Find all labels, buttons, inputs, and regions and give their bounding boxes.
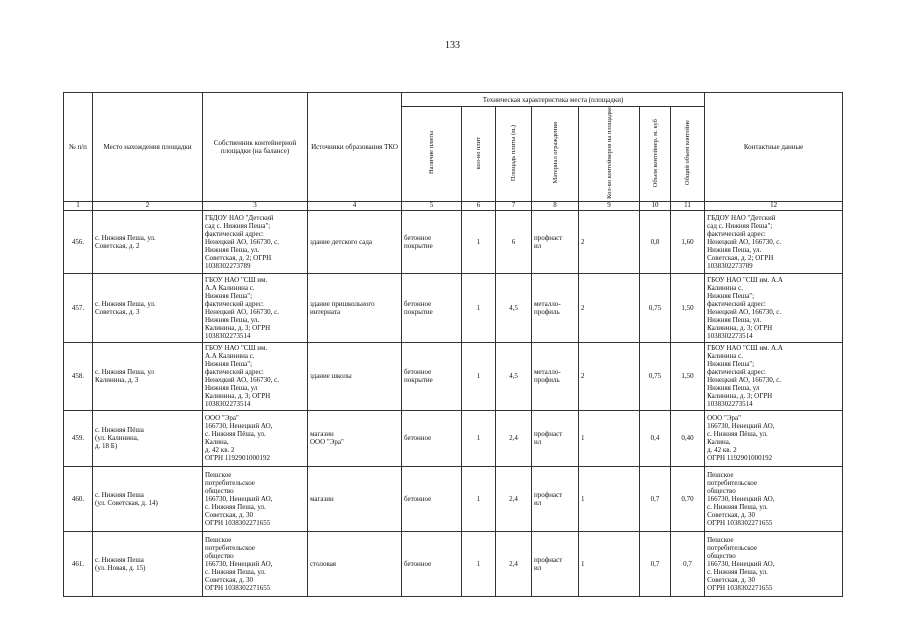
table-row [64,531,843,596]
row-base: бетонное покрытие [402,273,462,342]
col-number: 11 [671,201,705,210]
row-fence: профнаст ил [532,410,579,466]
row-cont-qty: 2 [579,342,640,410]
header-cont-vol-cell [640,107,671,202]
row-cont-qty: 2 [579,210,640,273]
row-cont-vol: 0,7 [640,531,671,596]
header-cont-vol: Объем контейнер. м. куб [651,118,659,188]
col-number: 8 [532,201,579,210]
row-fence: металло- профиль [532,342,579,410]
row-cont-qty: 1 [579,531,640,596]
row-num: 456. [64,210,93,273]
col-number: 5 [402,201,462,210]
col-number: 4 [308,201,402,210]
row-fence: профнаст ил [532,531,579,596]
row-place: с. Нижняя Пеша (ул. Новая, д. 15) [93,531,203,596]
register-table [63,92,843,597]
row-base: бетонное покрытие [402,342,462,410]
header-cont-qty-cell [579,107,640,202]
row-plates: 1 [462,210,496,273]
header-source: Источники образования ТКО [308,93,402,202]
col-number: 2 [93,201,203,210]
row-contact: ГБДОУ НАО "Детский сад с. Нижняя Пеша"; фактический адрес: Ненецкий АО, 166730, с. Нижняя Пеша, ул. Советская, д. 2; ОГРН 1038302273789 [705,210,843,273]
row-place: с. Нижняя Пеша, ул. Советская, д. 2 [93,210,203,273]
row-area: 2,4 [496,531,532,596]
row-num: 461. [64,531,93,596]
header-plates-cell [462,107,496,202]
row-plates: 1 [462,342,496,410]
row-contact: ООО "Эра" 166730, Ненецкий АО, с. Нижняя Пёша, ул. Калина, д. 42 кв. 2 ОГРН 1192901000192 [705,410,843,466]
row-owner: ООО "Эра" 166730, Ненецкий АО, с. Нижняя Пёша, ул. Калина, д. 42 кв. 2 ОГРН 1192901000192 [203,410,308,466]
row-plates: 1 [462,273,496,342]
row-cont-vol: 0,4 [640,410,671,466]
row-area: 4,5 [496,273,532,342]
col-number: 1 [64,201,93,210]
table-row [64,466,843,531]
row-area: 4,5 [496,342,532,410]
row-total-vol: 0,40 [671,410,705,466]
header-place: Место нахождения площадки [93,93,203,202]
row-owner: ГБОУ НАО "СШ им. А.А Калинина с. Нижняя Пеша"; фактический адрес: Ненецкий АО, 166730, с. Нижняя Пеша, ул Калинина, д. 3; ОГРН 1038302273514 [203,342,308,410]
header-fence-cell [532,107,579,202]
row-total-vol: 1,50 [671,342,705,410]
row-place: с. Нижняя Пеша, ул. Советская, д. 3 [93,273,203,342]
header-plates: кол-во плит [475,136,482,170]
row-area: 6 [496,210,532,273]
row-area: 2,4 [496,466,532,531]
table-row [64,273,843,342]
row-source: магазин ООО "Эра" [308,410,402,466]
row-area: 2,4 [496,410,532,466]
row-place: с. Нижняя Пеша (ул. Советская, д. 14) [93,466,203,531]
table-row [64,342,843,410]
col-number: 6 [462,201,496,210]
header-area: Площадь плиты (м.) [510,124,517,181]
row-plates: 1 [462,466,496,531]
col-number: 3 [203,201,308,210]
row-num: 458. [64,342,93,410]
row-plates: 1 [462,410,496,466]
row-base: бетонное [402,466,462,531]
row-owner: ГБДОУ НАО "Детский сад с. Нижняя Пеша"; фактический адрес: Ненецкий АО, 166730, с. Нижняя Пеша, ул. Советская, д. 2; ОГРН 1038302273789 [203,210,308,273]
header-tech: Техническая характеристика места (площадки) [402,93,705,107]
row-place: с. Нижняя Пёша (ул. Калинина, д. 18 Б) [93,410,203,466]
row-owner: Пешское потребительское общество 166730, Ненецкий АО, с. Нижняя Пеша, ул. Советская, д. 30 ОГРН 1038302271655 [203,466,308,531]
page-number: 133 [445,40,460,51]
row-contact: ГБОУ НАО "СШ им. А.А Калинина с. Нижняя Пеша"; фактический адрес: Ненецкий АО, 166730, с. Нижняя Пеша, ул Калинина, д. 3; ОГРН 1038302273514 [705,342,843,410]
header-contact: Контактные данные [705,93,843,202]
header-total-vol: Общий объем контейне [684,120,692,186]
col-number: 10 [640,201,671,210]
table-body [64,210,843,596]
col-number: 7 [496,201,532,210]
header-base: Наличие плиты [428,131,435,175]
row-source: здание пришкольного интерната [308,273,402,342]
row-source: здание детского сада [308,210,402,273]
row-num: 457. [64,273,93,342]
row-total-vol: 1,50 [671,273,705,342]
row-total-vol: 0,7 [671,531,705,596]
row-base: бетонное [402,531,462,596]
row-total-vol: 1,60 [671,210,705,273]
column-number-row [64,201,843,210]
row-cont-qty: 1 [579,410,640,466]
header-fence: Материал ограждения [551,122,559,184]
header-base-cell [402,107,462,202]
header-total-vol-cell [671,107,705,202]
row-fence: профнаст ил [532,466,579,531]
row-contact: Пешское потребительское общество 166730, Ненецкий АО, с. Нижняя Пеша, ул. Советская, д. 30 ОГРН 1038302271655 [705,466,843,531]
table-row [64,410,843,466]
header-num: № п/п [64,93,93,202]
row-owner: Пешское потребительское общество 166730, Ненецкий АО, с. Нижняя Пеша, ул. Советская, д. 30 ОГРН 1038302271655 [203,531,308,596]
row-num: 459. [64,410,93,466]
col-number: 12 [705,201,843,210]
row-source: здание школы [308,342,402,410]
row-total-vol: 0,70 [671,466,705,531]
header-area-cell [496,107,532,202]
row-place: с. Нижняя Пеша, ул Калинина, д. 3 [93,342,203,410]
header-cont-qty: Кол-во контейнеров на площадке [605,107,613,199]
header-owner: Собственник контейнерной площадки (на балансе) [203,93,308,202]
col-number: 9 [579,201,640,210]
row-fence: профнаст ил [532,210,579,273]
table-header [64,93,843,211]
row-fence: металло- профиль [532,273,579,342]
row-base: бетонное покрытие [402,210,462,273]
row-cont-qty: 2 [579,273,640,342]
row-owner: ГБОУ НАО "СШ им. А.А Калинина с. Нижняя Пеша"; фактический адрес: Ненецкий АО, 166730, с. Нижняя Пеша, ул. Калинина, д. 3; ОГРН 1038302273514 [203,273,308,342]
row-cont-vol: 0,8 [640,210,671,273]
row-contact: ГБОУ НАО "СШ им. А.А Калинина с. Нижняя Пеша"; фактический адрес: Ненецкий АО, 166730, с. Нижняя Пеша, ул. Калинина, д. 3; ОГРН 1038302273514 [705,273,843,342]
table-row [64,210,843,273]
row-base: бетонное [402,410,462,466]
row-num: 460. [64,466,93,531]
row-cont-vol: 0,7 [640,466,671,531]
row-cont-qty: 1 [579,466,640,531]
row-contact: Пешское потребительское общество 166730, Ненецкий АО, с. Нижняя Пеша, ул. Советская, д. 30 ОГРН 1038302271655 [705,531,843,596]
row-plates: 1 [462,531,496,596]
row-cont-vol: 0,75 [640,273,671,342]
row-source: столовая [308,531,402,596]
row-source: магазин [308,466,402,531]
row-cont-vol: 0,75 [640,342,671,410]
